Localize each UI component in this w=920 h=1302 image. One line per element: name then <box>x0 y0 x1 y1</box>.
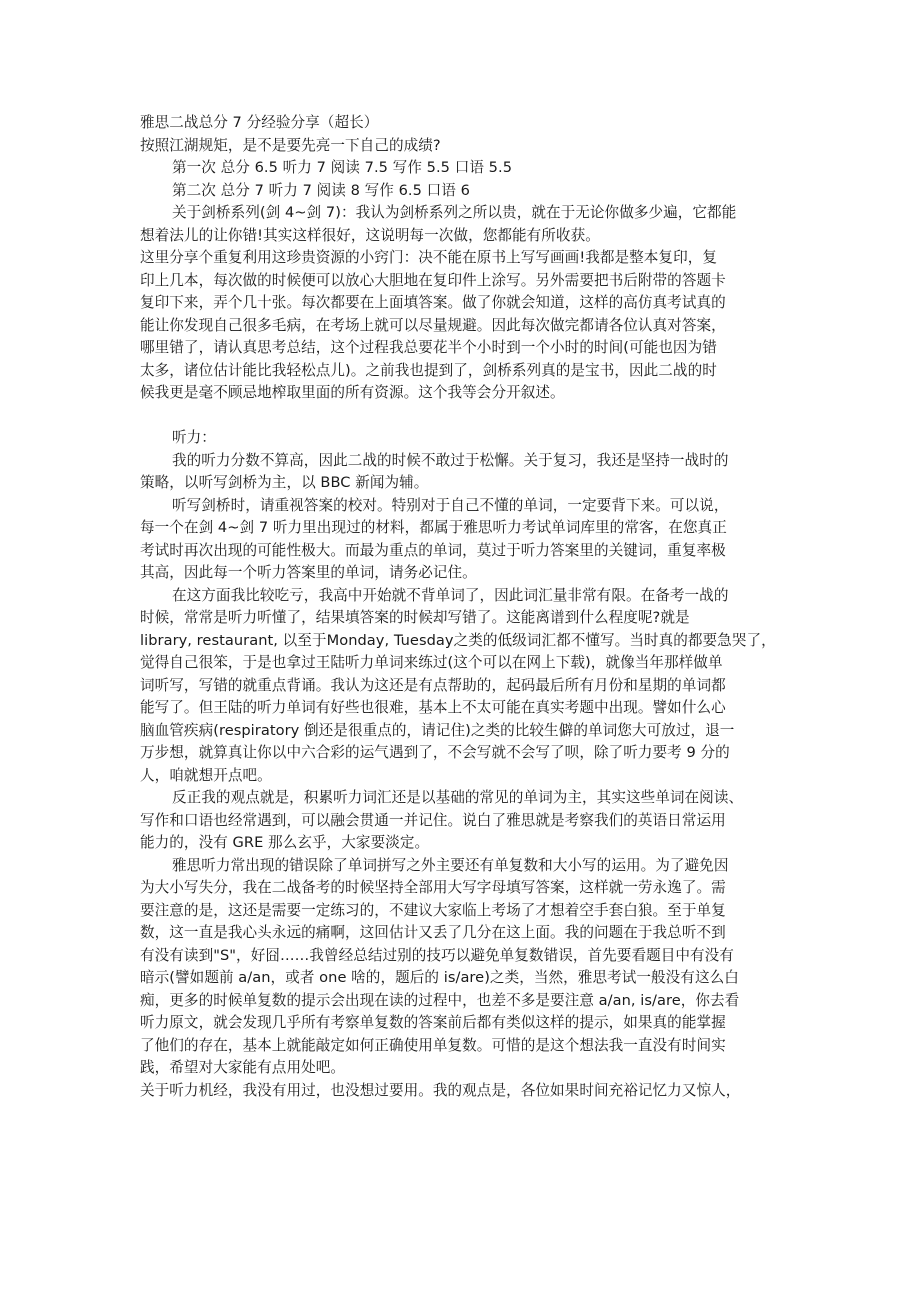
text-line: 要注意的是，这还是需要一定练习的，不建议大家临上考场了才想着空手套白狼。至于单复 <box>140 901 726 919</box>
text-line: 听力原文，就会发现几乎所有考察单复数的答案前后都有类似这样的提示，如果真的能掌握 <box>140 1014 726 1031</box>
text-line: 有没有读到"S"，好囧……我曾经总结过别的技巧以避免单复数错误，首先要看题目中有没有 <box>140 946 734 964</box>
text-line: 这里分享个重复利用这珍贵资源的小窍门：决不能在原书上写写画画!我都是整本复印，复 <box>140 249 718 266</box>
text-line: 听写剑桥时，请重视答案的校对。特别对于自己不懂的单词，一定要背下来。可以说， <box>172 496 729 514</box>
text-line: 想着法儿的让你错!其实这样很好，这说明每一次做，您都能有所收获。 <box>140 226 600 244</box>
text-line: 关于剑桥系列(剑 4~剑 7)：我认为剑桥系列之所以贵，就在于无论你做多少遍，它都能 <box>172 204 737 221</box>
blank-line <box>140 405 790 428</box>
text-line: 暗示(譬如题前 a/an，或者 one 啥的，题后的 is/are)之类，当然，雅思考试一般没有这么白 <box>140 969 739 986</box>
text-line: 能让你发现自己很多毛病，在考场上就可以尽量规避。因此每次做完都请各位认真对答案， <box>140 316 726 334</box>
text-line: 哪里错了，请认真思考总结，这个过程我总要花半个小时到一个小时的时间(可能也因为错 <box>140 339 717 356</box>
text-line: library, restaurant, 以至于Monday, Tuesday之类的低级词汇都不懂写。当时真的都要急哭了， <box>140 631 776 649</box>
text-line: 时候，常常是听力听懂了，结果填答案的时候却写错了。这能离谱到什么程度呢?就是 <box>140 609 690 626</box>
text-line: 听力： <box>172 429 216 446</box>
text-line: 复印下来，弄个几十张。每次都要在上面填答案。做了你就会知道，这样的高仿真考试真的 <box>140 294 726 311</box>
text-line: 觉得自己很笨，于是也拿过王陆听力单词来练过(这个可以在网上下载)，就像当年那样做单 <box>140 654 723 671</box>
text-line: 人，咱就想开点吧。 <box>140 766 272 784</box>
text-line: 第一次 总分 6.5 听力 7 阅读 7.5 写作 5.5 口语 5.5 <box>172 159 513 176</box>
text-line: 雅思二战总分 7 分经验分享（超长） <box>140 114 379 131</box>
text-line: 考试时再次出现的可能性极大。而最为重点的单词，莫过于听力答案里的关键词，重复率极 <box>140 541 726 559</box>
text-line: 为大小写失分，我在二战备考的时候坚持全部用大写字母填写答案，这样就一劳永逸了。需 <box>140 879 726 896</box>
text-line: 了他们的存在，基本上就能敲定如何正确使用单复数。可惜的是这个想法我一直没有时间实 <box>140 1036 726 1054</box>
text-line: 按照江湖规矩，是不是要先亮一下自己的成绩? <box>140 136 441 154</box>
text-line: 策略，以听写剑桥为主，以 BBC 新闻为辅。 <box>140 474 429 491</box>
text-line: 关于听力机经，我没有用过，也没想过要用。我的观点是，各位如果时间充裕记忆力又惊人， <box>140 1081 741 1099</box>
text-line: 我的听力分数不算高，因此二战的时候不敢过于松懈。关于复习，我还是坚持一战时的 <box>172 451 729 469</box>
text-line: 其高，因此每一个听力答案里的单词，请务必记住。 <box>140 564 477 581</box>
text-line: 第二次 总分 7 听力 7 阅读 8 写作 6.5 口语 6 <box>172 181 470 199</box>
text-line: 候我更是毫不顾忌地榨取里面的所有资源。这个我等会分开叙述。 <box>140 384 565 401</box>
text-line: 在这方面我比较吃亏，我高中开始就不背单词了，因此词汇量非常有限。在备考一战的 <box>172 586 729 604</box>
text-line: 每一个在剑 4~剑 7 听力里出现过的材料，都属于雅思听力考试单词库里的常客，在您真正 <box>140 519 727 536</box>
text-line: 脑血管疾病(respiratory 倒还是很重点的，请记住)之类的比较生僻的单词您大可放过，退一 <box>140 721 735 739</box>
text-line: 能力的，没有 GRE 那么玄乎，大家要淡定。 <box>140 834 430 851</box>
text-line: 印上几本，每次做的时候便可以放心大胆地在复印件上涂写。另外需要把书后附带的答题卡 <box>140 271 726 289</box>
text-line: 痴，更多的时候单复数的提示会出现在读的过程中，也差不多是要注意 a/an, is/are，你去看 <box>140 991 740 1009</box>
text-line: 数，这一直是我心头永远的痛啊，这回估计又丢了几分在这上面。我的问题在于我总听不到 <box>140 924 726 941</box>
text-line: 万步想，就算真让你以中六合彩的运气遇到了，不会写就不会写了呗，除了听力要考 9 分的 <box>140 744 730 761</box>
text-line: 雅思听力常出现的错误除了单词拼写之外主要还有单复数和大小写的运用。为了避免因 <box>172 856 729 874</box>
text-line: 写作和口语也经常遇到，可以融会贯通一并记住。说白了雅思就是考察我们的英语日常运用 <box>140 811 726 829</box>
text-line: 能写了。但王陆的听力单词有好些也很难，基本上不太可能在真实考题中出现。譬如什么心 <box>140 699 726 716</box>
text-line: 太多，诸位估计能比我轻松点儿)。之前我也提到了，剑桥系列真的是宝书，因此二战的时 <box>140 361 717 379</box>
document-page <box>140 112 790 1102</box>
text-line: 践，希望对大家能有点用处吧。 <box>140 1059 346 1076</box>
text-line: 反正我的观点就是，积累听力词汇还是以基础的常见的单词为主，其实这些单词在阅读、 <box>172 789 744 806</box>
text-line: 词听写，写错的就重点背诵。我认为这还是有点帮助的，起码最后所有月份和星期的单词都 <box>140 676 726 694</box>
